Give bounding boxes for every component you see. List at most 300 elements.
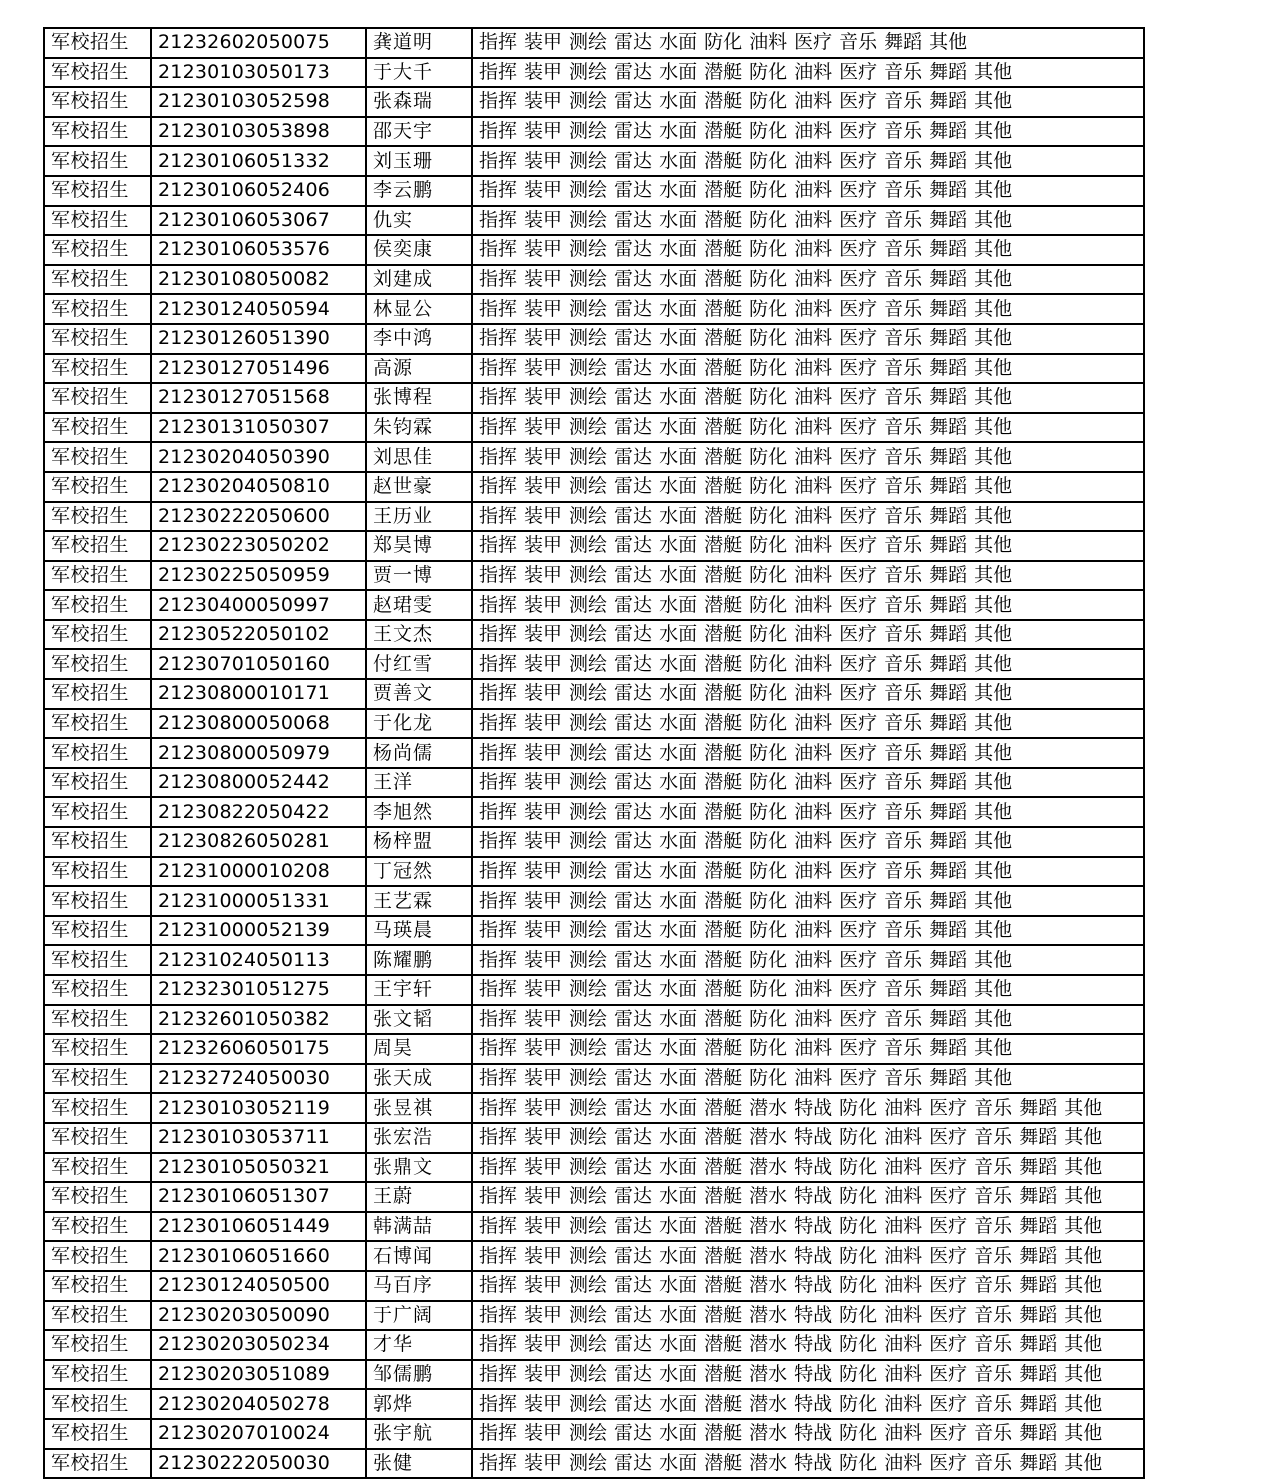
specialty-tag: 其他: [974, 268, 1013, 291]
table-row: [44, 1389, 1144, 1419]
specialty-tag: 装甲: [524, 1185, 563, 1208]
specialty-tag: 防化: [749, 859, 788, 882]
cell-candidate-id: 21230822050422: [151, 797, 366, 827]
specialty-tag: 潜艇: [704, 593, 743, 616]
specialty-tag: 其他: [974, 416, 1013, 439]
specialty-tag: 测绘: [569, 238, 608, 261]
specialty-tag: 水面: [659, 1392, 698, 1415]
specialty-tag: 油料: [794, 1037, 833, 1060]
table-row: [44, 176, 1144, 206]
specialty-tag: 潜艇: [704, 978, 743, 1001]
specialty-tag: 雷达: [614, 386, 653, 409]
specialty-tag: 防化: [749, 623, 788, 646]
specialty-tag: 油料: [794, 978, 833, 1001]
specialty-tag: 医疗: [929, 1096, 968, 1119]
specialty-tag: 医疗: [839, 682, 878, 705]
table-row: [44, 1449, 1144, 1479]
specialty-tag: 油料: [884, 1422, 923, 1445]
specialty-tag: 音乐: [884, 1007, 923, 1030]
specialty-tag: 其他: [974, 593, 1013, 616]
specialty-tag: 装甲: [524, 386, 563, 409]
specialty-tag: 测绘: [569, 1037, 608, 1060]
specialty-tag: 装甲: [524, 356, 563, 379]
specialty-tag: 医疗: [839, 120, 878, 143]
cell-category: 军校招生: [44, 561, 151, 591]
specialty-tag: 测绘: [569, 1244, 608, 1267]
specialty-tag: 舞蹈: [929, 268, 968, 291]
table-row: [44, 768, 1144, 798]
cell-specialties: [472, 709, 1144, 739]
cell-category: 军校招生: [44, 1241, 151, 1271]
cell-specialties: [472, 1034, 1144, 1064]
cell-specialties: [472, 1005, 1144, 1035]
specialty-tag: 水面: [659, 1244, 698, 1267]
cell-specialties: [472, 649, 1144, 679]
specialty-tag: 雷达: [614, 1244, 653, 1267]
specialty-tag: 其他: [1064, 1155, 1103, 1178]
specialty-tag: 其他: [974, 919, 1013, 942]
cell-candidate-id: 21232724050030: [151, 1064, 366, 1094]
specialty-tag: 指挥: [479, 800, 518, 823]
specialty-tag: 雷达: [614, 948, 653, 971]
specialty-tag: 舞蹈: [929, 297, 968, 320]
specialty-tag: 水面: [659, 179, 698, 202]
specialty-tag: 指挥: [479, 711, 518, 734]
specialty-tag: 测绘: [569, 445, 608, 468]
specialty-tag: 潜水: [749, 1244, 788, 1267]
specialty-tag: 舞蹈: [929, 445, 968, 468]
cell-specialties: [472, 916, 1144, 946]
specialty-tag: 潜艇: [704, 563, 743, 586]
cell-category: 军校招生: [44, 1212, 151, 1242]
specialty-tag: 装甲: [524, 1451, 563, 1474]
specialty-tag: 潜艇: [704, 1451, 743, 1474]
cell-specialties: [472, 87, 1144, 117]
specialty-tag: 医疗: [839, 889, 878, 912]
specialty-tag: 油料: [794, 741, 833, 764]
specialty-tag: 潜艇: [704, 504, 743, 527]
specialty-tag: 雷达: [614, 1451, 653, 1474]
cell-candidate-id: 21230106053067: [151, 206, 366, 236]
table-row: [44, 1419, 1144, 1449]
specialty-tag: 防化: [749, 268, 788, 291]
specialty-tag: 音乐: [884, 475, 923, 498]
cell-specialties: [472, 590, 1144, 620]
specialty-tag: 装甲: [524, 1244, 563, 1267]
specialty-tag: 指挥: [479, 90, 518, 113]
cell-specialties: [472, 354, 1144, 384]
specialty-tag: 防化: [839, 1215, 878, 1238]
specialty-tag: 医疗: [839, 268, 878, 291]
cell-specialties: [472, 1360, 1144, 1390]
specialty-tag: 测绘: [569, 386, 608, 409]
specialty-tag: 油料: [794, 238, 833, 261]
specialty-tag: 雷达: [614, 859, 653, 882]
specialty-tag: 舞蹈: [1019, 1096, 1058, 1119]
cell-category: 军校招生: [44, 413, 151, 443]
cell-category: 军校招生: [44, 1449, 151, 1479]
specialty-tag: 医疗: [929, 1274, 968, 1297]
specialty-tag: 特战: [794, 1155, 833, 1178]
specialty-tag: 油料: [884, 1274, 923, 1297]
specialty-tag: 防化: [749, 149, 788, 172]
cell-category: 军校招生: [44, 1153, 151, 1183]
specialty-tag: 油料: [794, 919, 833, 942]
cell-specialties: [472, 1241, 1144, 1271]
cell-candidate-name: 赵世豪: [366, 472, 472, 502]
specialty-tag: 音乐: [884, 504, 923, 527]
cell-category: 军校招生: [44, 679, 151, 709]
specialty-tag: 其他: [1064, 1244, 1103, 1267]
specialty-tag: 油料: [884, 1392, 923, 1415]
specialty-tag: 油料: [749, 31, 788, 54]
specialty-tag: 舞蹈: [1019, 1244, 1058, 1267]
cell-candidate-id: 21230127051496: [151, 354, 366, 384]
specialty-tag: 装甲: [524, 475, 563, 498]
specialty-tag: 防化: [839, 1333, 878, 1356]
specialty-tag: 水面: [659, 356, 698, 379]
cell-candidate-id: 21230105050321: [151, 1153, 366, 1183]
specialty-tag: 其他: [974, 1007, 1013, 1030]
specialty-tag: 装甲: [524, 919, 563, 942]
specialty-tag: 指挥: [479, 593, 518, 616]
specialty-tag: 水面: [659, 60, 698, 83]
specialty-tag: 防化: [749, 830, 788, 853]
specialty-tag: 防化: [704, 31, 743, 54]
specialty-tag: 防化: [839, 1451, 878, 1474]
specialty-tag: 指挥: [479, 534, 518, 557]
specialty-tag: 指挥: [479, 682, 518, 705]
specialty-tag: 其他: [974, 711, 1013, 734]
specialty-tag: 音乐: [974, 1244, 1013, 1267]
cell-category: 军校招生: [44, 1123, 151, 1153]
specialty-tag: 音乐: [839, 31, 878, 54]
cell-candidate-name: 张鼎文: [366, 1153, 472, 1183]
cell-specialties: [472, 857, 1144, 887]
table-row: [44, 502, 1144, 532]
specialty-tag: 指挥: [479, 149, 518, 172]
specialty-tag: 音乐: [974, 1126, 1013, 1149]
cell-candidate-name: 王洋: [366, 768, 472, 798]
specialty-tag: 防化: [749, 416, 788, 439]
specialty-tag: 潜水: [749, 1215, 788, 1238]
specialty-tag: 装甲: [524, 741, 563, 764]
specialty-tag: 医疗: [839, 741, 878, 764]
specialty-tag: 潜艇: [704, 889, 743, 912]
specialty-tag: 指挥: [479, 948, 518, 971]
cell-category: 军校招生: [44, 1389, 151, 1419]
cell-specialties: [472, 886, 1144, 916]
specialty-tag: 装甲: [524, 1333, 563, 1356]
table-row: [44, 561, 1144, 591]
cell-candidate-name: 刘玉珊: [366, 146, 472, 176]
cell-category: 军校招生: [44, 324, 151, 354]
specialty-tag: 舞蹈: [929, 149, 968, 172]
cell-candidate-id: 21230127051568: [151, 383, 366, 413]
specialty-tag: 潜艇: [704, 356, 743, 379]
specialty-tag: 防化: [839, 1303, 878, 1326]
cell-category: 军校招生: [44, 649, 151, 679]
specialty-tag: 油料: [794, 356, 833, 379]
cell-candidate-name: 石博闻: [366, 1241, 472, 1271]
cell-category: 军校招生: [44, 265, 151, 295]
specialty-tag: 油料: [794, 682, 833, 705]
cell-candidate-id: 21230400050997: [151, 590, 366, 620]
specialty-tag: 装甲: [524, 504, 563, 527]
specialty-tag: 雷达: [614, 563, 653, 586]
specialty-tag: 雷达: [614, 1363, 653, 1386]
specialty-tag: 其他: [974, 978, 1013, 1001]
cell-category: 军校招生: [44, 738, 151, 768]
specialty-tag: 其他: [1064, 1126, 1103, 1149]
specialty-tag: 雷达: [614, 445, 653, 468]
specialty-tag: 雷达: [614, 534, 653, 557]
specialty-tag: 音乐: [884, 238, 923, 261]
specialty-tag: 油料: [794, 268, 833, 291]
specialty-tag: 指挥: [479, 31, 518, 54]
specialty-tag: 音乐: [884, 268, 923, 291]
specialty-tag: 装甲: [524, 1126, 563, 1149]
cell-category: 军校招生: [44, 176, 151, 206]
specialty-tag: 指挥: [479, 1096, 518, 1119]
specialty-tag: 防化: [749, 120, 788, 143]
specialty-tag: 油料: [794, 208, 833, 231]
cell-specialties: [472, 176, 1144, 206]
cell-specialties: [472, 945, 1144, 975]
specialty-tag: 音乐: [974, 1185, 1013, 1208]
specialty-tag: 油料: [794, 771, 833, 794]
cell-candidate-id: 21230207010024: [151, 1419, 366, 1449]
cell-specialties: [472, 235, 1144, 265]
specialty-tag: 指挥: [479, 563, 518, 586]
table-row: [44, 413, 1144, 443]
specialty-tag: 水面: [659, 90, 698, 113]
cell-candidate-id: 21232606050175: [151, 1034, 366, 1064]
cell-category: 军校招生: [44, 975, 151, 1005]
specialty-tag: 音乐: [974, 1215, 1013, 1238]
cell-candidate-id: 21232601050382: [151, 1005, 366, 1035]
specialty-tag: 潜水: [749, 1333, 788, 1356]
specialty-tag: 其他: [1064, 1451, 1103, 1474]
specialty-tag: 音乐: [884, 120, 923, 143]
specialty-tag: 舞蹈: [929, 919, 968, 942]
cell-candidate-id: 21230522050102: [151, 620, 366, 650]
specialty-tag: 医疗: [794, 31, 833, 54]
specialty-tag: 音乐: [884, 386, 923, 409]
cell-category: 军校招生: [44, 146, 151, 176]
specialty-tag: 防化: [749, 475, 788, 498]
specialty-tag: 舞蹈: [1019, 1274, 1058, 1297]
specialty-tag: 装甲: [524, 623, 563, 646]
specialty-tag: 测绘: [569, 179, 608, 202]
specialty-tag: 雷达: [614, 830, 653, 853]
cell-specialties: [472, 768, 1144, 798]
specialty-tag: 防化: [749, 238, 788, 261]
specialty-tag: 其他: [974, 504, 1013, 527]
specialty-tag: 潜艇: [704, 1363, 743, 1386]
specialty-tag: 水面: [659, 1274, 698, 1297]
specialty-tag: 指挥: [479, 416, 518, 439]
cell-candidate-name: 张宇航: [366, 1419, 472, 1449]
table-row: [44, 294, 1144, 324]
cell-category: 军校招生: [44, 1034, 151, 1064]
specialty-tag: 装甲: [524, 149, 563, 172]
specialty-tag: 音乐: [974, 1096, 1013, 1119]
specialty-tag: 其他: [974, 475, 1013, 498]
specialty-tag: 医疗: [839, 60, 878, 83]
specialty-tag: 音乐: [884, 416, 923, 439]
specialty-tag: 水面: [659, 978, 698, 1001]
specialty-tag: 音乐: [974, 1363, 1013, 1386]
specialty-tag: 其他: [974, 386, 1013, 409]
specialty-tag: 测绘: [569, 1155, 608, 1178]
cell-candidate-id: 21230124050500: [151, 1271, 366, 1301]
specialty-tag: 水面: [659, 889, 698, 912]
specialty-tag: 潜水: [749, 1422, 788, 1445]
specialty-tag: 雷达: [614, 771, 653, 794]
specialty-tag: 测绘: [569, 1007, 608, 1030]
specialty-tag: 水面: [659, 1126, 698, 1149]
specialty-tag: 油料: [884, 1333, 923, 1356]
specialty-tag: 医疗: [929, 1392, 968, 1415]
table-row: [44, 620, 1144, 650]
specialty-tag: 装甲: [524, 563, 563, 586]
specialty-tag: 雷达: [614, 1274, 653, 1297]
specialty-tag: 油料: [794, 386, 833, 409]
cell-candidate-name: 张天成: [366, 1064, 472, 1094]
specialty-tag: 音乐: [884, 919, 923, 942]
specialty-tag: 指挥: [479, 1422, 518, 1445]
specialty-tag: 医疗: [839, 623, 878, 646]
specialty-tag: 医疗: [839, 90, 878, 113]
specialty-tag: 潜水: [749, 1303, 788, 1326]
table-row: [44, 265, 1144, 295]
table-row: [44, 827, 1144, 857]
specialty-tag: 特战: [794, 1274, 833, 1297]
cell-candidate-name: 于广阔: [366, 1301, 472, 1331]
specialty-tag: 音乐: [884, 711, 923, 734]
specialty-tag: 装甲: [524, 682, 563, 705]
specialty-tag: 防化: [839, 1244, 878, 1267]
cell-candidate-id: 21232301051275: [151, 975, 366, 1005]
specialty-tag: 医疗: [839, 711, 878, 734]
cell-candidate-id: 21230131050307: [151, 413, 366, 443]
specialty-tag: 测绘: [569, 1126, 608, 1149]
specialty-tag: 舞蹈: [1019, 1363, 1058, 1386]
specialty-tag: 潜艇: [704, 386, 743, 409]
cell-category: 军校招生: [44, 354, 151, 384]
specialty-tag: 雷达: [614, 593, 653, 616]
specialty-tag: 油料: [884, 1363, 923, 1386]
specialty-tag: 音乐: [974, 1392, 1013, 1415]
specialty-tag: 测绘: [569, 1451, 608, 1474]
specialty-tag: 医疗: [839, 948, 878, 971]
specialty-tag: 其他: [974, 208, 1013, 231]
specialty-tag: 油料: [794, 416, 833, 439]
specialty-tag: 指挥: [479, 652, 518, 675]
specialty-tag: 潜艇: [704, 1303, 743, 1326]
specialty-tag: 舞蹈: [929, 208, 968, 231]
specialty-tag: 雷达: [614, 327, 653, 350]
specialty-tag: 雷达: [614, 711, 653, 734]
specialty-tag: 音乐: [884, 208, 923, 231]
specialty-tag: 测绘: [569, 800, 608, 823]
specialty-tag: 其他: [974, 179, 1013, 202]
table-row: [44, 797, 1144, 827]
cell-candidate-id: 21230108050082: [151, 265, 366, 295]
specialty-tag: 潜艇: [704, 1392, 743, 1415]
specialty-tag: 潜艇: [704, 948, 743, 971]
specialty-tag: 水面: [659, 623, 698, 646]
cell-candidate-name: 王蔚: [366, 1182, 472, 1212]
specialty-tag: 其他: [1064, 1274, 1103, 1297]
specialty-tag: 医疗: [839, 771, 878, 794]
specialty-tag: 潜水: [749, 1392, 788, 1415]
specialty-tag: 测绘: [569, 741, 608, 764]
specialty-tag: 医疗: [929, 1126, 968, 1149]
specialty-tag: 潜艇: [704, 179, 743, 202]
specialty-tag: 医疗: [839, 1067, 878, 1090]
specialty-tag: 医疗: [839, 297, 878, 320]
specialty-tag: 雷达: [614, 623, 653, 646]
specialty-tag: 潜艇: [704, 297, 743, 320]
table-row: [44, 1212, 1144, 1242]
specialty-tag: 其他: [974, 60, 1013, 83]
specialty-tag: 舞蹈: [929, 1007, 968, 1030]
specialty-tag: 舞蹈: [929, 534, 968, 557]
specialty-tag: 雷达: [614, 90, 653, 113]
specialty-tag: 测绘: [569, 593, 608, 616]
specialty-tag: 其他: [974, 445, 1013, 468]
specialty-tag: 舞蹈: [929, 238, 968, 261]
cell-candidate-id: 21230223050202: [151, 531, 366, 561]
specialty-tag: 雷达: [614, 238, 653, 261]
specialty-tag: 潜艇: [704, 1126, 743, 1149]
specialty-tag: 音乐: [884, 60, 923, 83]
specialty-tag: 医疗: [929, 1155, 968, 1178]
specialty-tag: 装甲: [524, 297, 563, 320]
specialty-tag: 防化: [839, 1096, 878, 1119]
specialty-tag: 水面: [659, 1007, 698, 1030]
specialty-tag: 音乐: [884, 179, 923, 202]
specialty-tag: 雷达: [614, 889, 653, 912]
specialty-tag: 防化: [839, 1126, 878, 1149]
cell-specialties: [472, 472, 1144, 502]
specialty-tag: 油料: [794, 179, 833, 202]
specialty-tag: 指挥: [479, 1037, 518, 1060]
cell-candidate-id: 21230204050390: [151, 442, 366, 472]
specialty-tag: 潜水: [749, 1274, 788, 1297]
specialty-tag: 测绘: [569, 859, 608, 882]
specialty-tag: 水面: [659, 504, 698, 527]
table-row: [44, 1182, 1144, 1212]
specialty-tag: 医疗: [929, 1185, 968, 1208]
specialty-tag: 指挥: [479, 919, 518, 942]
specialty-tag: 其他: [974, 800, 1013, 823]
specialty-tag: 医疗: [839, 356, 878, 379]
specialty-tag: 舞蹈: [929, 593, 968, 616]
specialty-tag: 指挥: [479, 327, 518, 350]
specialty-tag: 雷达: [614, 179, 653, 202]
specialty-tag: 指挥: [479, 1155, 518, 1178]
specialty-tag: 其他: [1064, 1363, 1103, 1386]
cell-specialties: [472, 1212, 1144, 1242]
specialty-tag: 潜艇: [704, 919, 743, 942]
specialty-tag: 潜艇: [704, 623, 743, 646]
specialty-tag: 油料: [794, 327, 833, 350]
specialty-tag: 医疗: [839, 563, 878, 586]
cell-candidate-name: 邹儒鹏: [366, 1360, 472, 1390]
